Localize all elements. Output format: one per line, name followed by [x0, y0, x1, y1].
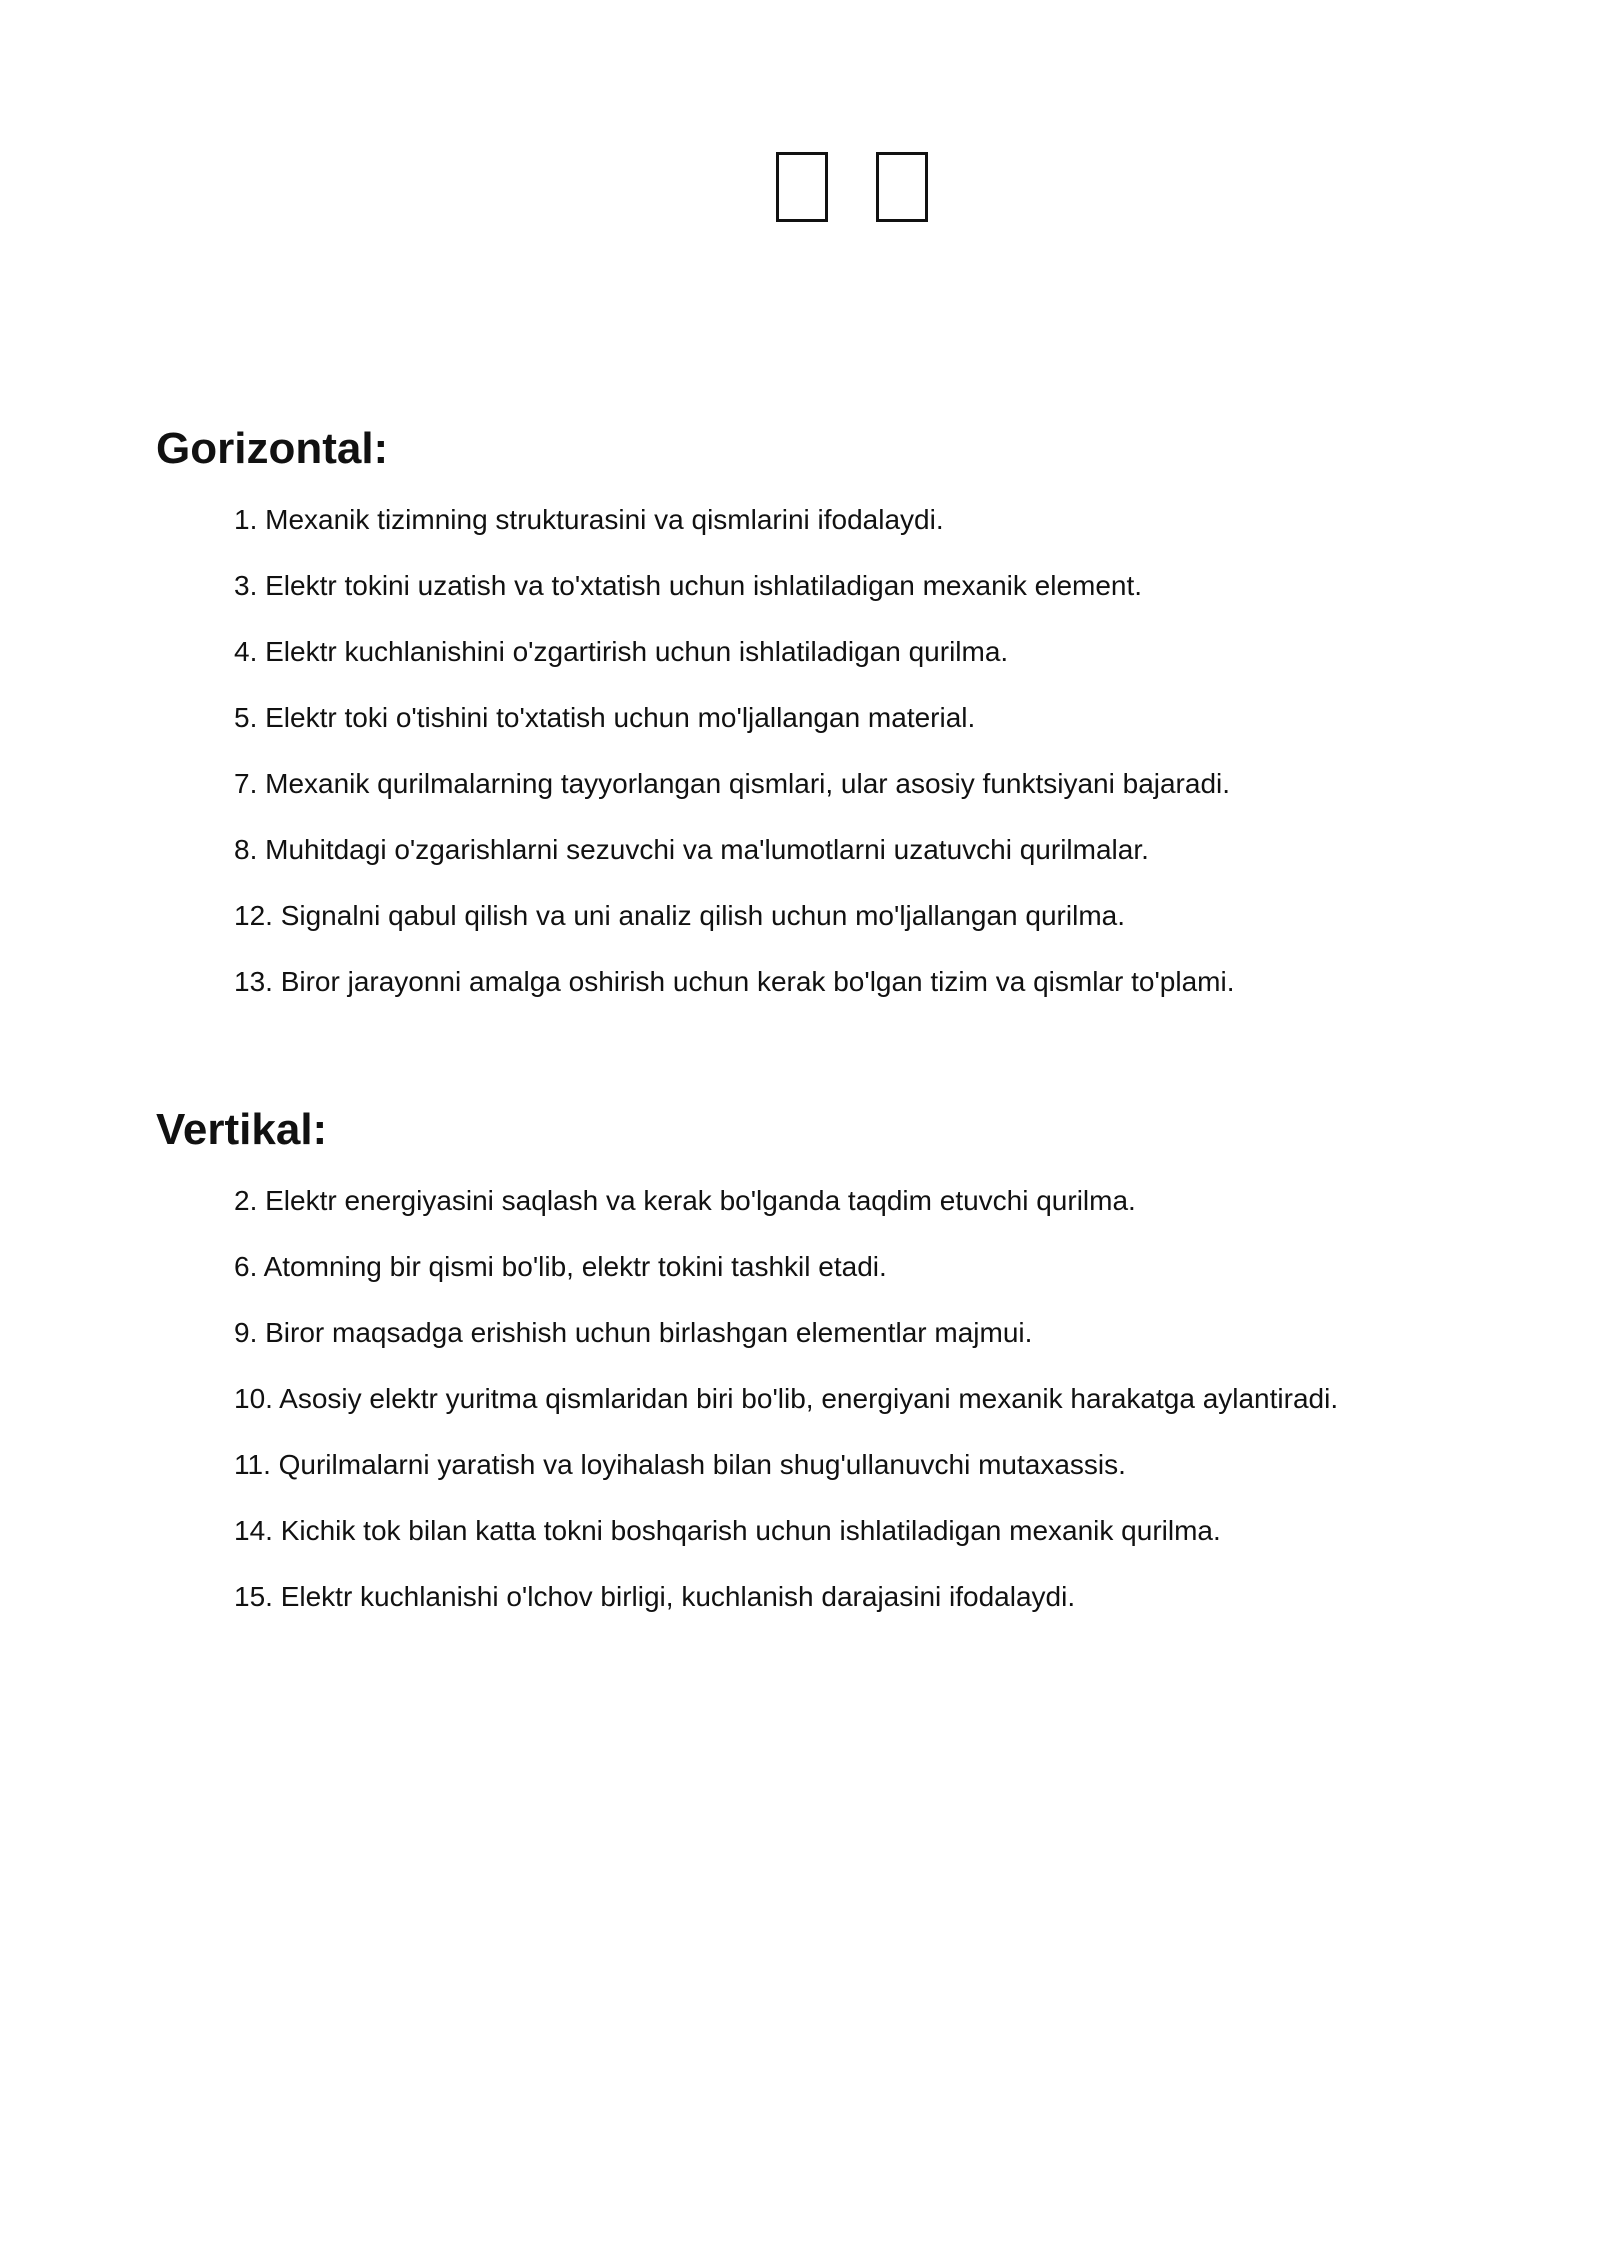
title-placeholder-glyphs — [776, 152, 928, 222]
clue-item: 5. Elektr toki o'tishini to'xtatish uchun mo'ljallangan material. — [234, 702, 976, 733]
clue-item: 9. Biror maqsadga erishish uchun birlashgan elementlar majmui. — [234, 1317, 1033, 1348]
gorizontal-section — [156, 422, 1456, 1030]
missing-glyph-icon — [776, 152, 828, 222]
vertikal-section — [156, 1103, 1456, 1645]
clue-item: 15. Elektr kuchlanishi o'lchov birligi, kuchlanish darajasini ifodalaydi. — [234, 1581, 1076, 1612]
clue-item: 12. Signalni qabul qilish va uni analiz qilish uchun mo'ljallangan qurilma. — [234, 900, 1125, 931]
clue-item: 14. Kichik tok bilan katta tokni boshqarish uchun ishlatiladigan mexanik qurilma. — [234, 1515, 1221, 1546]
gorizontal-heading: Gorizontal: — [156, 424, 389, 473]
vertikal-heading: Vertikal: — [156, 1105, 328, 1154]
clue-item: 2. Elektr energiyasini saqlash va kerak bo'lganda taqdim etuvchi qurilma. — [234, 1185, 1136, 1216]
missing-glyph-icon — [876, 152, 928, 222]
vertikal-clue-list — [156, 1183, 1456, 1615]
clue-item: 8. Muhitdagi o'zgarishlarni sezuvchi va ma'lumotlarni uzatuvchi qurilmalar. — [234, 834, 1149, 865]
clue-item: 1. Mexanik tizimning strukturasini va qismlarini ifodalaydi. — [234, 504, 944, 535]
clue-item: 10. Asosiy elektr yuritma qismlaridan biri bo'lib, energiyani mexanik harakatga aylantiradi. — [234, 1383, 1339, 1414]
clue-item: 13. Biror jarayonni amalga oshirish uchun kerak bo'lgan tizim va qismlar to'plami. — [234, 966, 1235, 997]
clue-item: 6. Atomning bir qismi bo'lib, elektr tokini tashkil etadi. — [234, 1251, 887, 1282]
gorizontal-clue-list — [156, 502, 1456, 1000]
clue-item: 3. Elektr tokini uzatish va to'xtatish uchun ishlatiladigan mexanik element. — [234, 570, 1143, 601]
clue-item: 4. Elektr kuchlanishini o'zgartirish uchun ishlatiladigan qurilma. — [234, 636, 1009, 667]
clue-item: 11. Qurilmalarni yaratish va loyihalash bilan shug'ullanuvchi mutaxassis. — [234, 1449, 1126, 1480]
clue-item: 7. Mexanik qurilmalarning tayyorlangan qismlari, ular asosiy funktsiyani bajaradi. — [234, 768, 1231, 799]
